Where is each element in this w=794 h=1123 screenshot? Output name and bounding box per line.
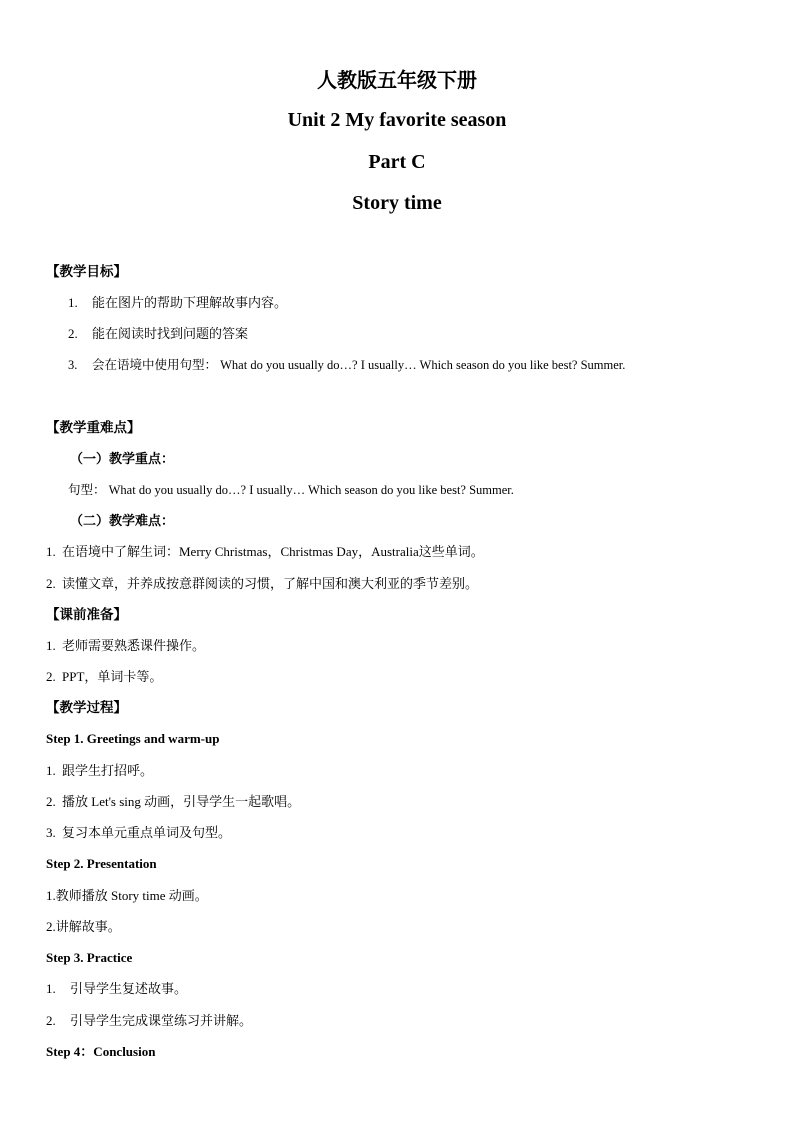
step3-item <box>46 980 187 998</box>
step1-text: 复习本单元重点单词及句型。 <box>62 825 232 840</box>
goal-item <box>68 356 625 374</box>
keypoints-sentence: 句型： What do you usually do…? I usually… Which season do you like best? Summer. <box>68 483 514 497</box>
prep-heading: 【课前准备】 <box>46 607 127 622</box>
goal-num: 2. <box>68 326 78 341</box>
difficulty-item <box>46 575 478 593</box>
goal-text: 能在阅读时找到问题的答案 <box>92 326 249 341</box>
prep-num: 2. <box>46 669 56 684</box>
goal-item <box>68 325 248 343</box>
step2-item: 1.教师播放 Story time 动画。 <box>46 888 208 903</box>
step3-title: Step 3. Practice <box>46 950 133 965</box>
step3-num: 1. <box>46 981 56 996</box>
goal-text: 能在图片的帮助下理解故事内容。 <box>92 295 288 310</box>
step1-text: 播放 Let's sing 动画，引导学生一起歌唱。 <box>62 794 301 809</box>
step1-num: 2. <box>46 794 56 809</box>
step1-num: 1. <box>46 763 56 778</box>
step1-item <box>46 793 300 811</box>
document-title: 人教版五年级下册 <box>317 70 477 92</box>
difficulty-text: 读懂文章，并养成按意群阅读的习惯，了解中国和澳大利亚的季节差别。 <box>62 576 479 591</box>
difficulty-num: 1. <box>46 544 56 559</box>
part-title: Part C <box>368 151 426 173</box>
step1-num: 3. <box>46 825 56 840</box>
goal-text: 会在语境中使用句型： What do you usually do…? I usually… Which season do you like best? Summer. <box>92 358 626 372</box>
keypoints-sub2: （二）教学难点： <box>70 513 175 528</box>
step4-title: Step 4：Conclusion <box>46 1044 156 1059</box>
section-title: Story time <box>352 192 442 214</box>
step2-title: Step 2. Presentation <box>46 856 157 871</box>
unit-title: Unit 2 My favorite season <box>287 109 507 131</box>
difficulty-num: 2. <box>46 576 56 591</box>
step1-title: Step 1. Greetings and warm-up <box>46 731 220 746</box>
goal-num: 3. <box>68 358 78 372</box>
goals-heading: 【教学目标】 <box>46 264 127 279</box>
step1-item <box>46 762 153 780</box>
step3-num: 2. <box>46 1013 56 1028</box>
step1-item <box>46 824 231 842</box>
step3-text: 引导学生复述故事。 <box>70 981 188 996</box>
step3-text: 引导学生完成课堂练习并讲解。 <box>70 1013 253 1028</box>
prep-item <box>46 637 205 655</box>
goal-item <box>68 294 287 312</box>
goal-num: 1. <box>68 295 78 310</box>
difficulty-text: 在语境中了解生词：Merry Christmas，Christmas Day，Australia这些单词。 <box>62 544 484 559</box>
prep-item <box>46 668 162 686</box>
keypoints-heading: 【教学重难点】 <box>46 420 141 435</box>
step2-item: 2.讲解故事。 <box>46 919 121 934</box>
step1-text: 跟学生打招呼。 <box>62 763 154 778</box>
prep-num: 1. <box>46 638 56 653</box>
keypoints-sub1: （一）教学重点： <box>70 451 175 466</box>
process-heading: 【教学过程】 <box>46 700 127 715</box>
prep-text: PPT，单词卡等。 <box>62 669 163 684</box>
difficulty-item <box>46 543 484 561</box>
step3-item <box>46 1012 252 1030</box>
prep-text: 老师需要熟悉课件操作。 <box>62 638 206 653</box>
